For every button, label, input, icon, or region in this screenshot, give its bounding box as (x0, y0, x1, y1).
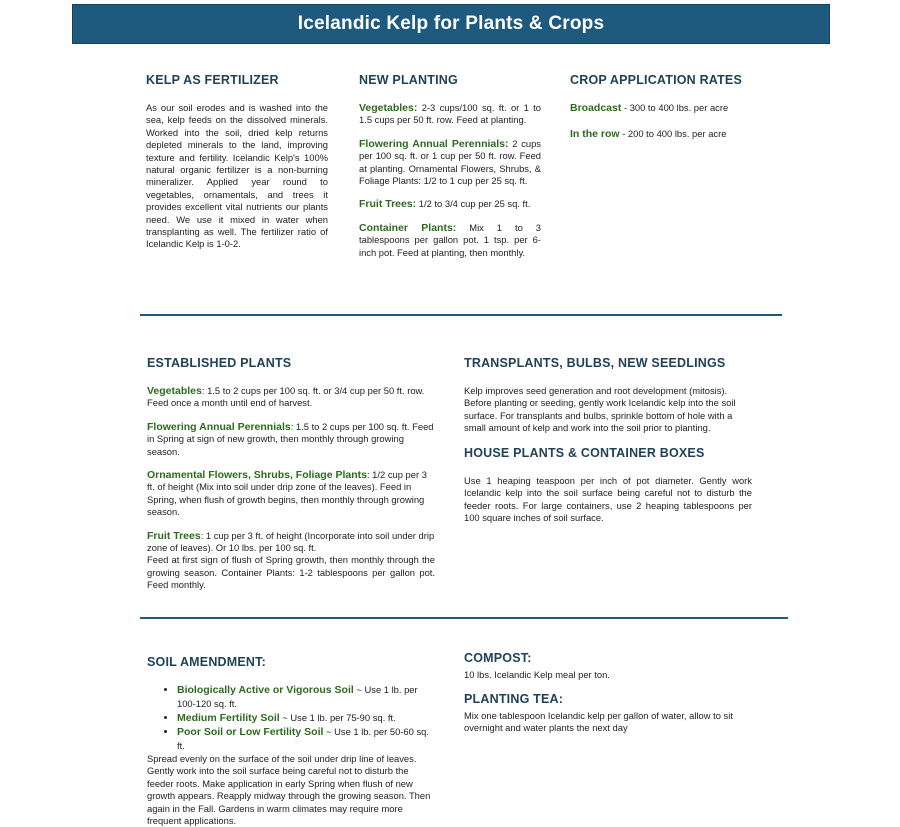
established-item-text: : 1/2 cup per 3 ft. of height (Mix into soil under drip zone of the leaves). Feed in Spring, when flush of growth begins, then monthly through growing season. (147, 469, 427, 518)
soil-amendment-heading: SOIL AMENDMENT: (147, 655, 266, 669)
house-plants-heading: HOUSE PLANTS & CONTAINER BOXES (464, 446, 705, 460)
new-planting-section (359, 73, 541, 270)
kelp-fertilizer-heading: KELP AS FERTILIZER (146, 73, 279, 87)
soil-amendment-text: Spread evenly on the surface of the soil under drip line of leaves. Gently work into the soil surface being careful not to disturb the feeder roots. Make application in early Spring when flush of new growth appears. Reapply midway through the growing season. Then again in the Fall. Gardens in warm climates may require more frequent applications. (147, 753, 431, 827)
new-planting-item-label: Container Plants: (359, 221, 457, 234)
section-divider (140, 617, 788, 619)
soil-bullet-label: Poor Soil or Low Fertility Soil (177, 726, 324, 738)
crop-rate-label: In the row (570, 128, 620, 141)
crop-rate-label: Broadcast (570, 102, 622, 114)
new-planting-item-label: Fruit Trees: (359, 198, 417, 211)
established-item (147, 421, 435, 458)
soil-bullet-label: Biologically Active or Vigorous Soil (177, 684, 354, 696)
established-item-label: Flowering Annual Perennials (147, 420, 291, 433)
soil-bullet-text: ~ Use 1 lb. per 75-90 sq. ft. (279, 712, 396, 723)
established-item-label: Ornamental Flowers, Shrubs, Foliage Plants (147, 469, 367, 482)
soil-bullet-label: Medium Fertility Soil (177, 712, 280, 724)
soil-bullet-item (177, 725, 437, 753)
planting-tea-heading: PLANTING TEA: (464, 692, 564, 706)
established-item-label: Fruit Trees (147, 529, 201, 542)
house-plants-text: Use 1 heaping teaspoon per inch of pot diameter. Gently work Icelandic kelp into the soil surface being careful not to disturb the feeder roots. For large containers, use 2 heaping tablespoons per 100 square inches of soil surface. (464, 475, 752, 524)
established-plants-section (147, 356, 435, 592)
page-title: Icelandic Kelp for Plants & Crops (297, 13, 605, 34)
planting-tea-section (464, 692, 754, 735)
established-item-text: : 1.5 to 2 cups per 100 sq. ft. or 3/4 cup per 50 ft. row. Feed once a month until end of harvest. (147, 385, 425, 409)
soil-bullet-text: ~ Use 1 lb. per 100-120 sq. ft. (177, 684, 418, 709)
compost-heading: COMPOST: (464, 651, 532, 665)
new-planting-item (359, 222, 541, 259)
transplants-section (464, 356, 752, 435)
new-planting-heading: NEW PLANTING (359, 73, 458, 87)
crop-rate-text: - 300 to 400 lbs. per acre (621, 102, 729, 113)
house-plants-section (464, 446, 752, 525)
kelp-fertilizer-section (146, 73, 328, 251)
compost-section (464, 651, 754, 681)
new-planting-item-label: Vegetables: (359, 102, 418, 114)
new-planting-item-text: Mix 1 to 3 tablespoons per gallon pot. 1 tsp. per 6-inch pot. Feed at planting, then monthly. (359, 221, 541, 258)
soil-bullet-list (147, 683, 437, 753)
new-planting-item (359, 138, 541, 188)
planting-tea-text: Mix one tablespoon Icelandic kelp per gallon of water, allow to sit overnight and water plants the next day (464, 710, 733, 734)
new-planting-item-label: Flowering Annual Perennials: (359, 137, 509, 150)
new-planting-item (359, 198, 541, 210)
established-extra-text: Feed at first sign of flush of Spring growth, then monthly through the growing season. Container Plants: 1-2 tablespoons per gallon pot. Feed monthly. (147, 554, 435, 591)
established-item (147, 385, 435, 410)
soil-bullet-item (177, 711, 437, 725)
crop-rates-heading: CROP APPLICATION RATES (570, 73, 743, 87)
crop-rate-item (570, 102, 760, 114)
established-heading: ESTABLISHED PLANTS (147, 356, 292, 370)
established-item (147, 530, 435, 555)
established-item (147, 469, 435, 519)
crop-rate-item (570, 128, 760, 140)
soil-bullet-item (177, 683, 437, 711)
page-title-banner (72, 4, 830, 44)
crop-rate-text: - 200 to 400 lbs. per acre (619, 128, 727, 140)
transplants-text: Kelp improves seed generation and root development (mitosis). Before planting or seeding, gently work Icelandic kelp into the soil surface. For transplants and bulbs, sprinkle bottom of hole with a small amount of kelp and work into the soil prior to planting. (464, 385, 736, 434)
established-item-text: : 1 cup per 3 ft. of height (Incorporate into soil under drip zone of leaves). Or 10 lbs. per 100 sq. ft. (147, 529, 435, 554)
new-planting-item-text: 2-3 cups/100 sq. ft. or 1 to 1.5 cups per 50 ft. row. Feed at planting. (359, 102, 541, 126)
established-item-label: Vegetables (147, 385, 202, 397)
section-divider (140, 314, 782, 316)
new-planting-item-text: 1/2 to 3/4 cup per 25 sq. ft. (416, 198, 531, 210)
soil-amendment-section (147, 655, 437, 827)
crop-rates-section (570, 73, 760, 152)
new-planting-item-text: 2 cups per 100 sq. ft. or 1 cup per 50 ft. row. Feed at planting. Ornamental Flowers, Shrubs, & Foliage Plants: 1/2 to 1 cup per 25 sq. ft. (359, 137, 541, 187)
new-planting-item (359, 102, 541, 127)
soil-bullet-text: ~ Use 1 lb. per 50-60 sq. ft. (177, 726, 429, 751)
kelp-fertilizer-text: As our soil erodes and is washed into the sea, kelp feeds on the dissolved minerals. Worked into the soil, dried kelp returns depleted minerals to the land, improving texture and fertility. Icelandic Kelp's 100% natural organic fertilizer is a non-burning mineralizer. Applied year round to vegetables, ornamentals, and trees it provides excellent vital nutrients our plants need. We use it mixed in water when transplanting as well. The fertilizer ratio of Icelandic Kelp is 1-0-2. (146, 102, 328, 250)
transplants-heading: TRANSPLANTS, BULBS, NEW SEEDLINGS (464, 356, 726, 370)
compost-text: 10 lbs. Icelandic Kelp meal per ton. (464, 669, 610, 680)
established-item-text: : 1.5 to 2 cups per 100 sq. ft. Feed in Spring at sign of new growth, then monthly through growing season. (147, 420, 434, 457)
